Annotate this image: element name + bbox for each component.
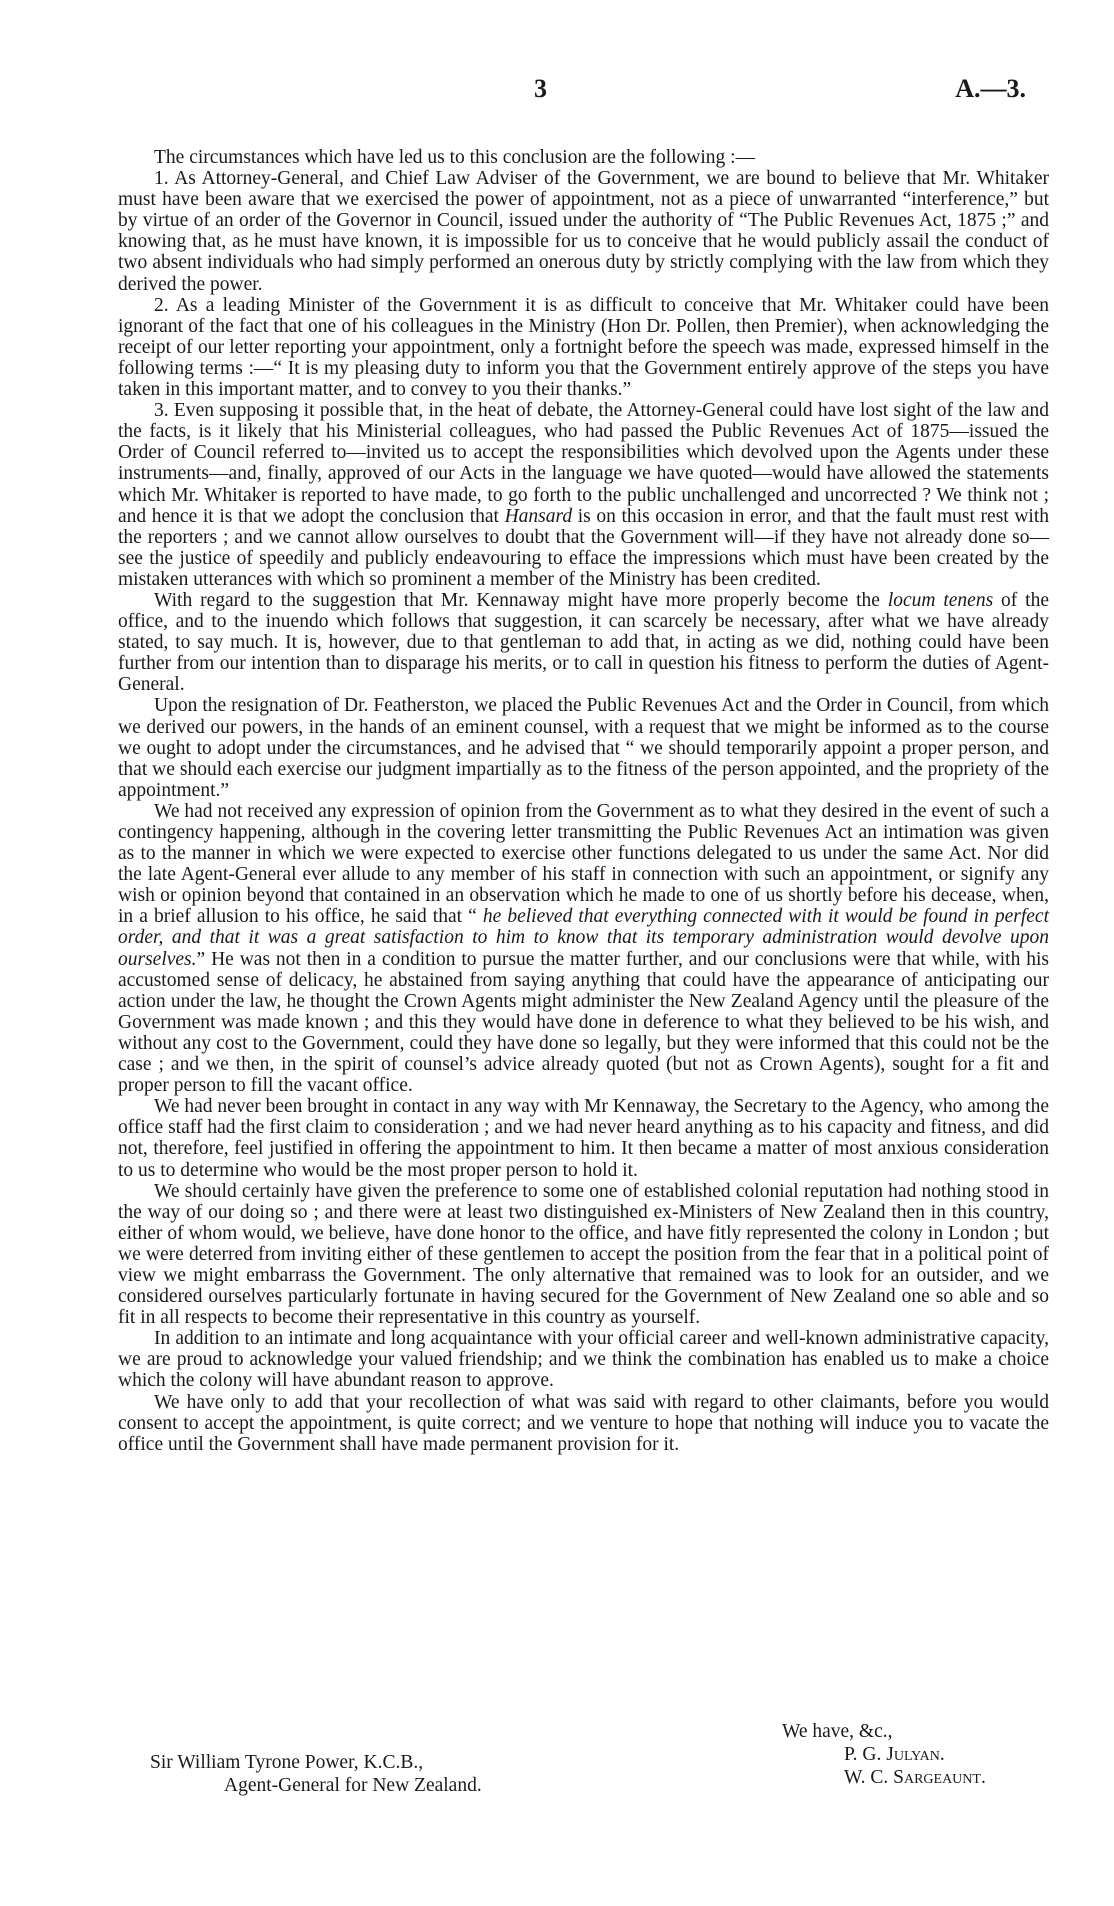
paragraph-6-italic-quote: he believed that everything connected with it would be found in perfect order, and that it was a great satisfaction to him to know that its temporary administration would devolve upon ourselves. — [118, 906, 1049, 970]
signatures — [782, 1720, 986, 1789]
paragraph-6-text-b: ” He was not then in a condition to pursue the matter further, and our conclusions were that while, with his accustomed sense of delicacy, he abstained from saying anything that could have the appearance of anticipating our action under the law, he thought the Crown Agents might administer the New Zealand Agency until the pleasure of the Government was made known ; and this they would have done in deference to what they believed to be his wish, and without any cost to the Government, could they have done so legally, but they were informed that this could not be the case ; and we then, in the spirit of counsel’s advice already quoted (but not as Crown Agents), sought for a fit and proper person to fill the vacant office. — [118, 948, 1049, 1097]
intro-paragraph: The circumstances which have led us to this conclusion are the following :— — [154, 147, 756, 168]
paragraph-6 — [118, 801, 1049, 1096]
paragraph-8: We should certainly have given the preference to some one of established colonial reputation had nothing stood in the way of our doing so ; and there were at least two distinguished ex-Ministers of New Zealand then in this country, either of whom would, we believe, have done honor to the office, and have fitly represented the colony in London ; but we were deterred from inviting either of these gentlemen to accept the position from the fear that in a political point of view we might embarrass the Government. The only alternative that remained was to look for an outsider, and we considered ourselves particularly fortunate in having secured for the Government of New Zealand one so able and so fit in all respects to become their representative in this country as yourself. — [118, 1180, 1049, 1329]
letter-body — [118, 147, 1049, 1455]
addressee-name: Sir William Tyrone Power, K.C.B., — [150, 1752, 424, 1773]
signoff-block — [0, 1720, 1114, 1840]
signatory-1: P. G. Julyan. — [844, 1744, 945, 1765]
paragraph-6-text-a: We had not received any expression of opinion from the Government as to what they desired in the event of such a contingency happening, although in the covering letter transmitting the Public Revenues Act an intimation was given as to the manner in which we were expected to exercise other functions delegated to us under the same Act. Nor did the late Agent-General ever allude to any member of his staff in connection with such an appointment, or signify any wish or opinion beyond that contained in an observation which he made to one of us shortly before his decease, when, in a brief allusion to his office, he said that “ — [118, 800, 1049, 928]
paragraph-3-italic: Hansard — [504, 505, 573, 527]
paragraph-7: We had never been brought in contact in any way with Mr Kennaway, the Secretary to the Agency, who among the office staff had the first claim to consideration ; and we had never heard anything as to his capacity and fitness, and did not, therefore, feel justified in offering the appointment to him. It then became a matter of most anxious consideration to us to determine who would be the most proper person to hold it. — [118, 1096, 1049, 1181]
paragraph-10: We have only to add that your recollection of what was said with regard to other claimants, before you would consent to accept the appointment, is quite correct; and we venture to hope that nothing will induce you to vacate the office until the Government shall have made permanent provision for it. — [118, 1391, 1049, 1455]
paragraph-3-text-a: 3. Even supposing it possible that, in the heat of debate, the Attorney-General could have lost sight of the law and the facts, is it likely that his Ministerial colleagues, who had passed the Public Revenues Act of 1875—issued the Order of Council referred to—invited us to accept the responsibilities which devolved upon the Agents under these instruments—and, finally, approved of our Acts in the language we have quoted—would have allowed the statements which Mr. Whitaker is reported to have made, to go forth to the public unchallenged and uncorrected ? We think not ; and hence it is that we adopt the conclusion that — [118, 400, 1049, 527]
paragraph-3-text-b: is on this occasion in error, and that the fault must rest with the reporters ; and we cannot allow ourselves to doubt that the Government will—if they have not already done so—see the justice of speedily and publicly endeavouring to efface the impressions which must have been created by the mistaken utterances with which so prominent a member of the Ministry has been credited. — [118, 505, 1050, 590]
paragraph-4-italic: locum tenens — [887, 589, 994, 611]
paragraph-3 — [118, 400, 1049, 590]
paragraph-4-text-a: With regard to the suggestion that Mr. Kennaway might have more properly become the — [154, 589, 888, 611]
addressee — [150, 1751, 482, 1797]
page-number: 3 — [534, 74, 547, 103]
paragraph-2: 2. As a leading Minister of the Government it is as difficult to conceive that Mr. Whitaker could have been ignorant of the fact that one of his colleagues in the Ministry (Hon Dr. Pollen, then Premier), when acknowledging the receipt of our letter reporting your appointment, only a fortnight before the speech was made, expressed himself in the following terms :—“ It is my pleasing duty to inform you that the Government entirely approve of the steps you have taken in this important matter, and to convey to you their thanks.” — [118, 294, 1049, 401]
paragraph-5: Upon the resignation of Dr. Featherston, we placed the Public Revenues Act and the Order in Council, from which we derived our powers, in the hands of an eminent counsel, with a request that we might be informed as to the course we ought to adopt under the circumstances, and he advised that “ we should temporarily appoint a proper person, and that we should each exercise our judgment impartially as to the fitness of the person appointed, and the propriety of the appointment.” — [118, 695, 1049, 801]
signatory-2: W. C. Sargeaunt. — [844, 1767, 986, 1788]
addressee-title: Agent-General for New Zealand. — [224, 1775, 482, 1796]
paragraph-4-text-b: of the office, and to the inuendo which follows that suggestion, it can scarcely be necessary, after what we have already stated, to say much. It is, however, due to that gentleman to add that, in acting as we did, nothing could have been further from our intention than to disparage his merits, or to call in question his fitness to perform the duties of Agent-General. — [118, 589, 1049, 696]
page-header — [0, 74, 1114, 114]
paragraph-1: 1. As Attorney-General, and Chief Law Adviser of the Government, we are bound to believe that Mr. Whitaker must have been aware that we exercised the power of appointment, not as a piece of unwarranted “interference,” but by virtue of an order of the Governor in Council, issued under the authority of “The Public Revenues Act, 1875 ;” and knowing that, as he must have known, it is impossible for us to conceive that he would publicly assail the conduct of two absent individuals who had simply performed an onerous duty by strictly complying with the law from which they derived the power. — [118, 168, 1049, 295]
closing-line: We have, &c., — [782, 1721, 893, 1742]
paragraph-4 — [118, 590, 1049, 695]
paragraph-9: In addition to an intimate and long acquaintance with your official career and well-known administrative capacity, we are proud to acknowledge your valued friendship; and we think the combination has enabled us to make a choice which the colony will have abundant reason to approve. — [118, 1328, 1049, 1392]
document-reference: A.—3. — [955, 74, 1026, 103]
